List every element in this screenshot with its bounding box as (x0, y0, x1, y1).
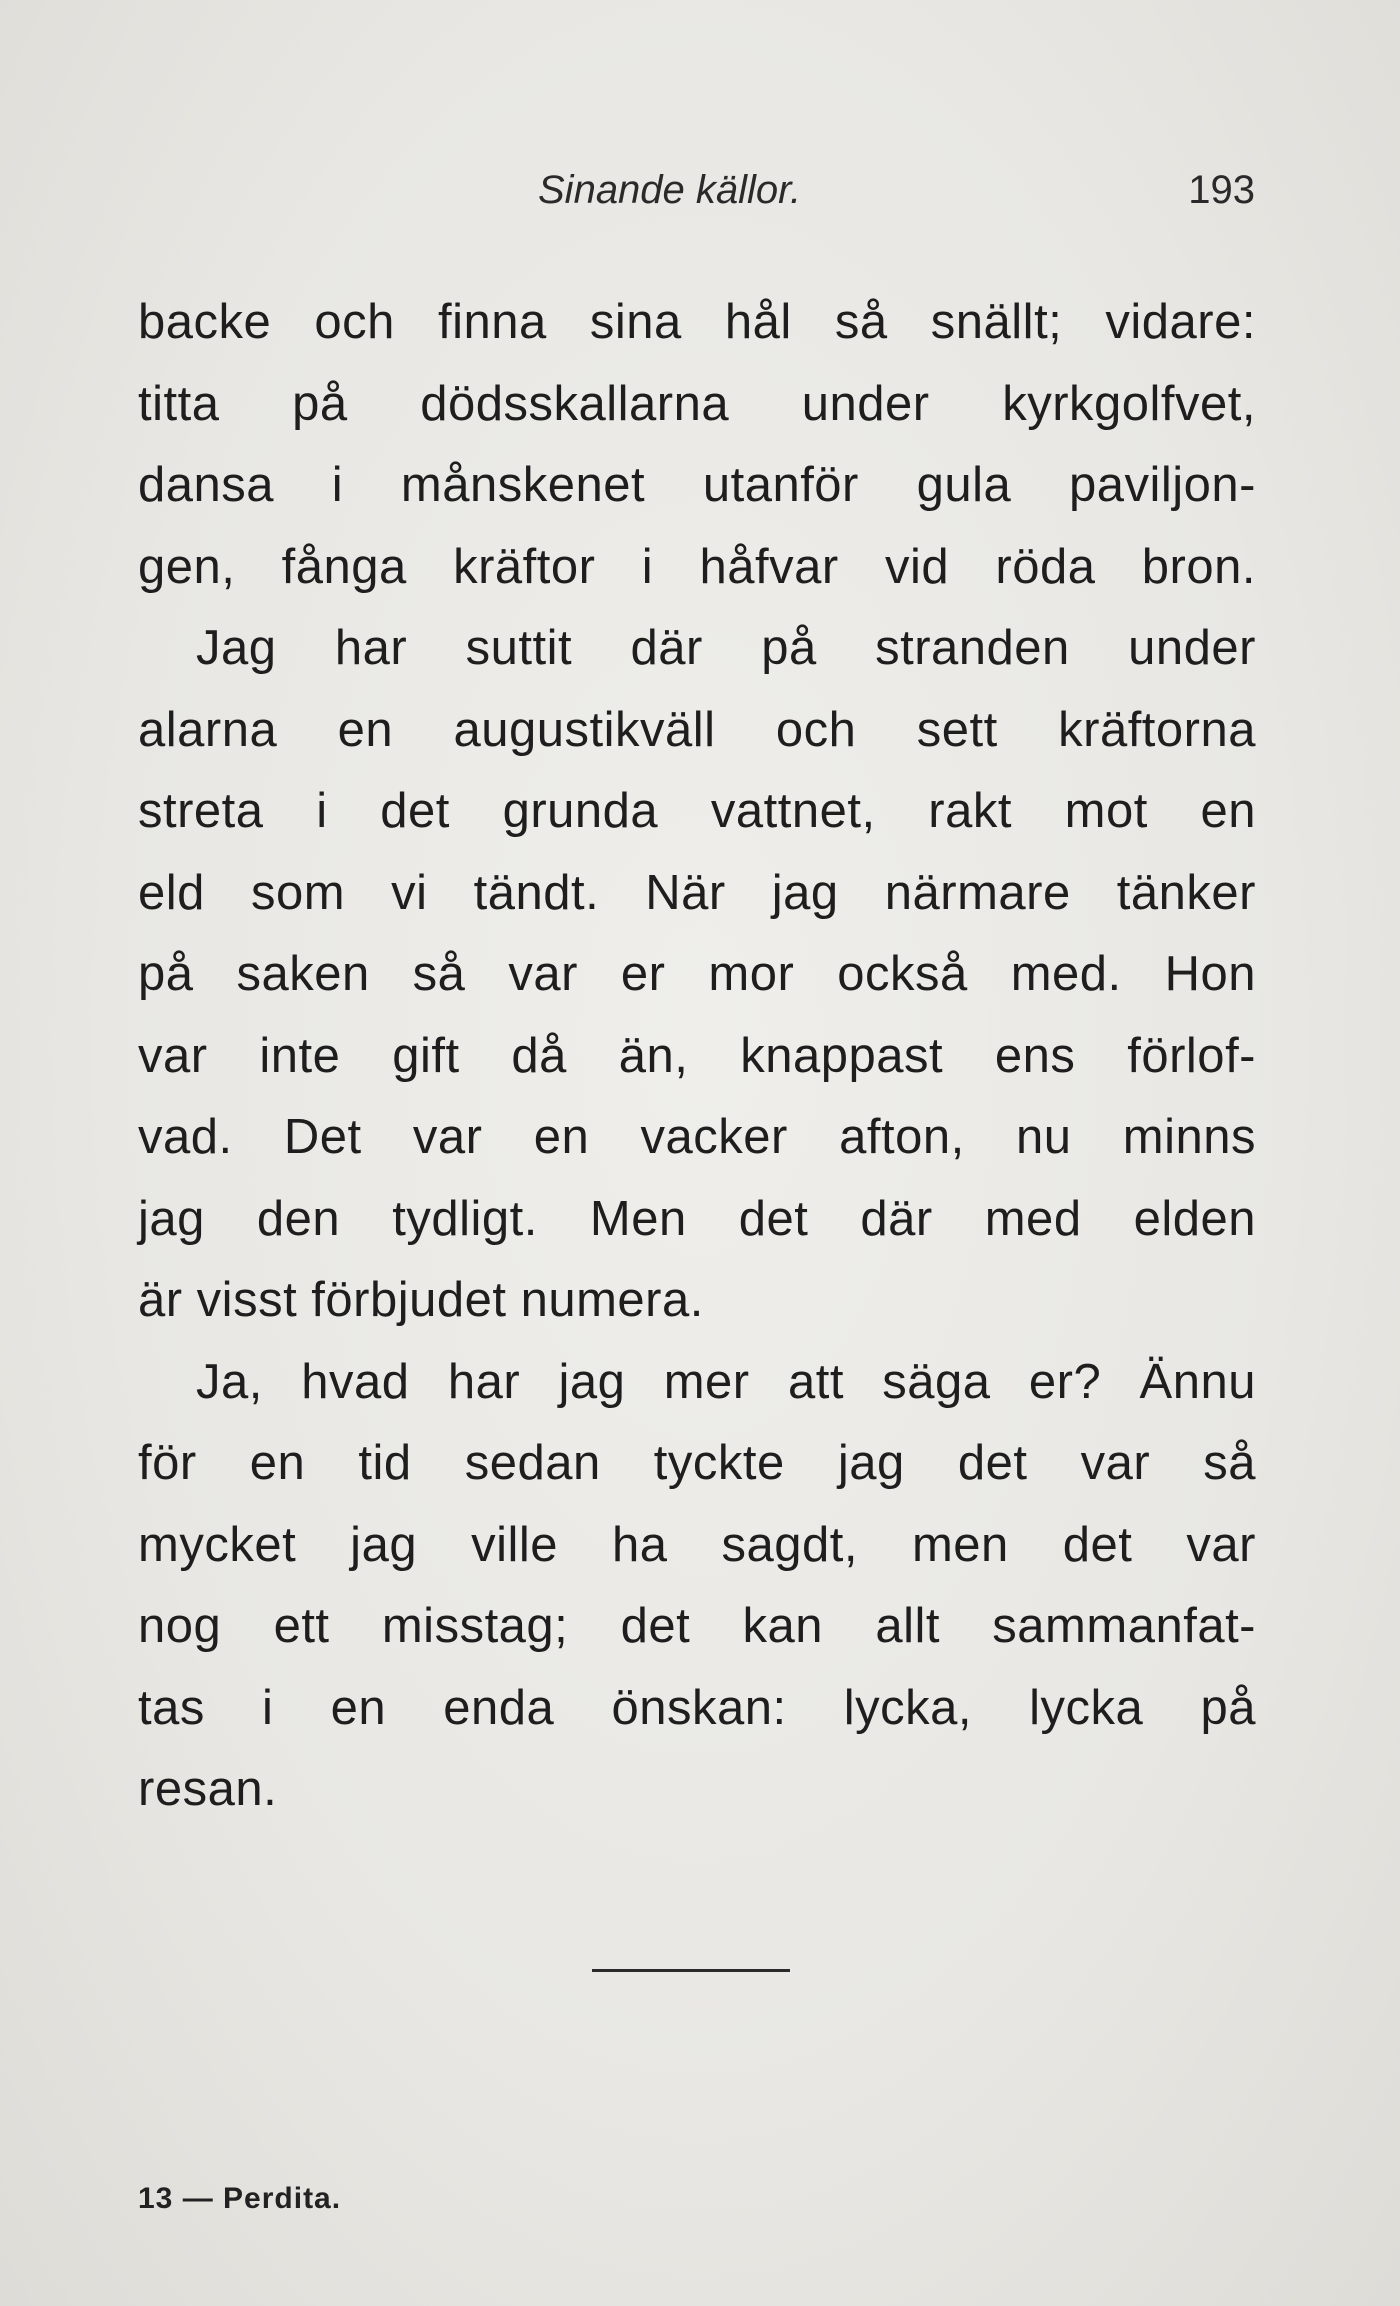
text-line: på saken så var er mor också med. Hon (138, 947, 1256, 1001)
text-line: eld som vi tändt. När jag närmare tänker (138, 865, 1256, 920)
section-divider (592, 1969, 790, 1972)
text-line: gen, fånga kräftor i håfvar vid röda bron. (138, 539, 1256, 594)
text-line: nog ett misstag; det kan allt sammanfat- (138, 1599, 1256, 1653)
signature-mark: 13 — Perdita. (138, 2182, 342, 2215)
text-line: dansa i månskenet utanför gula paviljon- (138, 458, 1256, 512)
text-line: jag den tydligt. Men det där med elden (138, 1191, 1256, 1246)
text-line: var inte gift då än, knappast ens förlof- (138, 1028, 1256, 1083)
text-line: Jag har suttit där på stranden under (196, 621, 1256, 675)
text-line: mycket jag ville ha sagdt, men det var (138, 1517, 1256, 1572)
text-line: alarna en augustikväll och sett kräftorna (138, 702, 1256, 757)
text-line: resan. (138, 1762, 278, 1816)
text-line: backe och finna sina hål så snällt; vidare: (138, 295, 1256, 349)
text-line: vad. Det var en vacker afton, nu minns (138, 1110, 1256, 1164)
text-line: tas i en enda önskan: lycka, lycka på (138, 1680, 1256, 1735)
text-line: streta i det grunda vattnet, rakt mot en (138, 784, 1256, 838)
running-title: Sinande källor. (538, 168, 802, 212)
text-line: Ja, hvad har jag mer att säga er? Ännu (196, 1354, 1256, 1409)
body-text (138, 282, 1256, 1831)
text-line: för en tid sedan tyckte jag det var så (138, 1436, 1256, 1490)
page-number: 193 (1188, 168, 1255, 212)
text-line: är visst förbjudet numera. (138, 1273, 704, 1327)
text-line: titta på dödsskallarna under kyrkgolfvet, (138, 376, 1256, 431)
running-head (140, 168, 1255, 228)
